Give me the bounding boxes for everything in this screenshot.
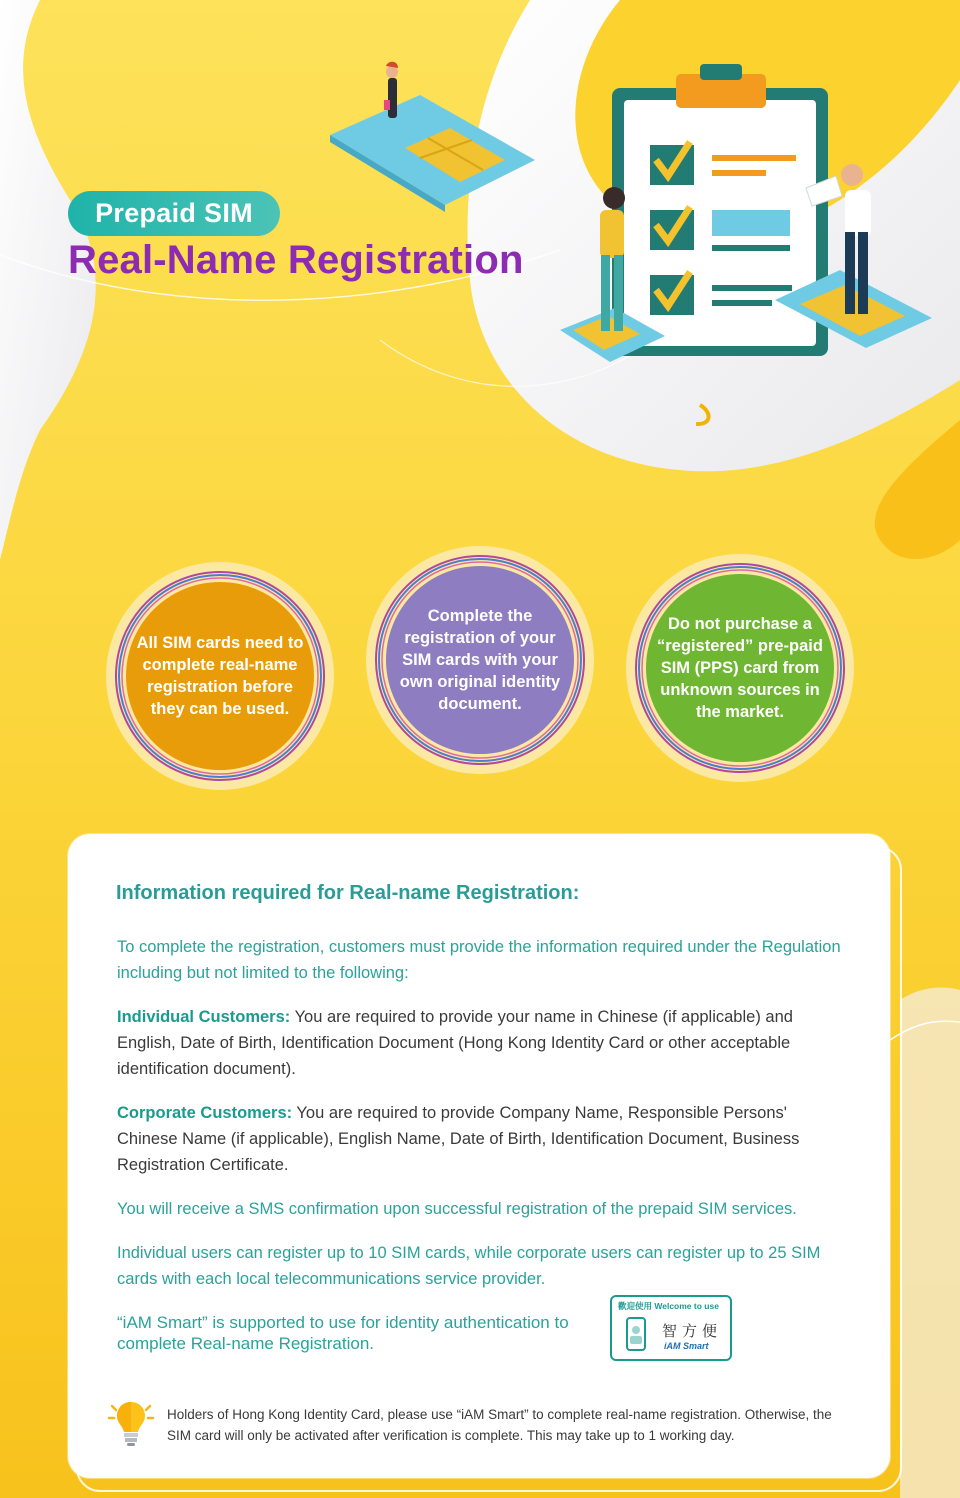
page-title: Real-Name Registration (68, 238, 524, 282)
circle-2-text: Complete the registration of your SIM cards with your own original identity document. (399, 607, 561, 713)
circle-3-text: Do not purchase a “registered” pre-paid SIM (PPS) card from unknown sources in the market. (657, 615, 823, 721)
iam-smart-logo (610, 1295, 732, 1361)
info-circle-2 (364, 544, 596, 776)
corporate-customers-label: Corporate Customers: (117, 1104, 293, 1122)
prepaid-sim-badge: Prepaid SIM (68, 191, 280, 236)
iam-smart-chinese: 智方便 (662, 1323, 723, 1340)
clipboard-illustration (612, 64, 828, 356)
individual-customers-paragraph (117, 1004, 845, 1082)
note-text: Holders of Hong Kong Identity Card, please use “iAM Smart” to complete real-name registration. Otherwise, the SIM card will only be activated after verification is complete. This may take up to 1 working day. (167, 1407, 832, 1443)
lightbulb-icon (106, 1396, 156, 1448)
corporate-customers-paragraph (117, 1100, 845, 1178)
individual-customers-text: You are required to provide your name in Chinese (if applicable) and English, Date of Birth, Identification Document (Hong Kong Identity Card or other acceptable identification document). (117, 1008, 793, 1078)
info-title: Information required for Real-name Registration: (116, 882, 580, 904)
info-card (68, 834, 890, 1478)
individual-customers-label: Individual Customers: (117, 1008, 291, 1026)
iam-smart-english: iAM Smart (664, 1341, 709, 1351)
phone-icon (626, 1317, 646, 1351)
iam-smart-welcome: 歡迎使用 Welcome to use (618, 1301, 719, 1311)
registration-limit-text: Individual users can register up to 10 SIM cards, while corporate users can register up to 25 SIM cards with each local telecommunications service provider. (117, 1244, 821, 1288)
info-circle-1 (104, 560, 336, 792)
info-circle-3 (624, 552, 856, 784)
iam-smart-text: “iAM Smart” is supported to use for identity authentication to complete Real-name Registration. (117, 1313, 569, 1353)
circle-1-text: All SIM cards need to complete real-name registration before they can be used. (136, 634, 304, 718)
info-intro: To complete the registration, customers must provide the information required under the Regulation including but not limited to the following: (117, 938, 841, 982)
corporate-customers-text: You are required to provide Company Name, Responsible Persons' Chinese Name (if applicable), English Name, Date of Birth, Identification Document, Business Registration Certificate. (117, 1104, 800, 1174)
sms-confirmation-text: You will receive a SMS confirmation upon successful registration of the prepaid SIM services. (117, 1200, 797, 1218)
